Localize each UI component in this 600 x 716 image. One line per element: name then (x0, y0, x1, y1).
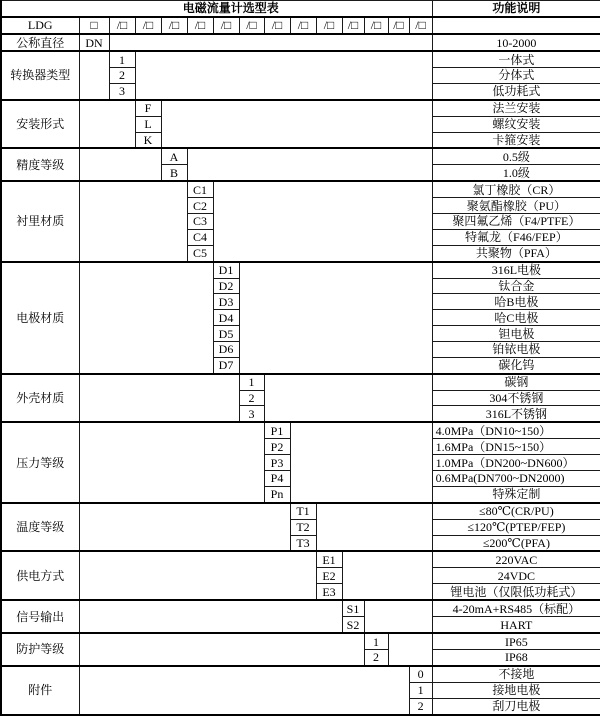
model-box: □ (79, 17, 109, 34)
function-cell: 0.5级 (432, 148, 600, 164)
function-cell: 螺纹安装 (432, 116, 600, 132)
code-cell: T2 (290, 519, 316, 535)
merged-blank (79, 666, 409, 715)
merged-blank (79, 503, 290, 552)
code-cell: E2 (316, 568, 342, 584)
function-cell: 氯丁橡胶（CR） (432, 181, 600, 197)
function-cell: 共聚物（PFA） (432, 245, 600, 261)
function-cell: 不接地 (432, 666, 600, 682)
function-cell: 1.0MPa（DN200~DN600） (432, 455, 600, 471)
code-cell: T3 (290, 535, 316, 551)
merged-blank (388, 633, 432, 666)
code-cell: 2 (239, 390, 264, 406)
function-cell: ≤80℃(CR/PU) (432, 503, 600, 519)
code-cell: T1 (290, 503, 316, 519)
function-cell: 低功耗式 (432, 83, 600, 99)
code-cell: 1 (239, 374, 264, 390)
model-prefix: LDG (1, 17, 79, 34)
code-cell: L (135, 116, 161, 132)
code-cell: C2 (187, 198, 213, 214)
model-slot: /□ (290, 17, 316, 34)
code-cell: D4 (213, 310, 239, 326)
code-cell: E1 (316, 551, 342, 567)
code-cell: D6 (213, 341, 239, 357)
function-cell: 聚氨酯橡胶（PU） (432, 198, 600, 214)
merged-blank (342, 551, 432, 600)
merged-blank (79, 51, 109, 100)
merged-blank (187, 148, 432, 181)
function-cell: ≤200℃(PFA) (432, 535, 600, 551)
function-cell: 刮刀电极 (432, 698, 600, 715)
function-cell: 220VAC (432, 551, 600, 567)
group-label: 电极材质 (1, 262, 79, 374)
function-cell: 法兰安装 (432, 100, 600, 116)
function-cell: 24VDC (432, 568, 600, 584)
code-cell: 3 (239, 406, 264, 422)
code-cell: D2 (213, 278, 239, 294)
function-cell: 聚四氟乙烯（F4/PTFE） (432, 214, 600, 230)
code-cell: C5 (187, 245, 213, 261)
function-cell: 1.6MPa（DN15~150） (432, 439, 600, 455)
merged-blank (79, 100, 135, 149)
code-cell: P2 (264, 439, 290, 455)
code-cell: C3 (187, 214, 213, 230)
function-cell: 卡箍安装 (432, 132, 600, 148)
function-cell: 锂电池（仅限低功耗式） (432, 584, 600, 600)
model-slot: /□ (135, 17, 161, 34)
merged-blank (161, 100, 432, 149)
code-cell: P4 (264, 470, 290, 486)
merged-blank (79, 551, 316, 600)
code-cell: S2 (342, 617, 364, 633)
merged-blank (79, 600, 342, 633)
code-cell: Pn (264, 486, 290, 502)
function-cell: 钛合金 (432, 278, 600, 294)
group-label: 信号输出 (1, 600, 79, 633)
merged-blank (316, 503, 432, 552)
group-label: 精度等级 (1, 148, 79, 181)
function-cell: 接地电极 (432, 682, 600, 698)
function-cell: 钽电极 (432, 326, 600, 342)
function-header: 功能说明 (432, 1, 600, 17)
code-cell: C4 (187, 229, 213, 245)
model-slot: /□ (187, 17, 213, 34)
code-cell: 1 (109, 51, 135, 67)
group-label: 附件 (1, 666, 79, 715)
function-cell: ≤120℃(PTEP/FEP) (432, 519, 600, 535)
function-cell: 特氟龙（F46/FEP） (432, 229, 600, 245)
merged-blank (239, 262, 432, 374)
merged-blank (79, 633, 364, 666)
merged-blank (264, 374, 432, 423)
blank-cell (432, 17, 600, 34)
function-cell: HART (432, 617, 600, 633)
model-slot: /□ (409, 17, 432, 34)
code-cell: D3 (213, 294, 239, 310)
code-cell: 1 (364, 633, 388, 649)
code-cell: 0 (409, 666, 432, 682)
group-label: 压力等级 (1, 422, 79, 502)
function-cell: 碳化钨 (432, 357, 600, 373)
function-cell: IP68 (432, 649, 600, 665)
dn-function: 10-2000 (432, 34, 600, 51)
function-cell: 一体式 (432, 51, 600, 67)
function-cell: 4.0MPa（DN10~150） (432, 422, 600, 438)
function-cell: 特殊定制 (432, 486, 600, 502)
table-body (1, 1, 600, 716)
model-slot: /□ (264, 17, 290, 34)
model-slot: /□ (388, 17, 409, 34)
function-cell: 316L不锈钢 (432, 406, 600, 422)
merged-blank (135, 51, 432, 100)
merged-blank (290, 422, 432, 502)
code-cell: P1 (264, 422, 290, 438)
code-cell: 1 (409, 682, 432, 698)
merged-blank (79, 181, 187, 261)
group-label: 安装形式 (1, 100, 79, 149)
merged-blank (79, 422, 264, 502)
code-cell: D1 (213, 262, 239, 278)
function-cell: 碳钢 (432, 374, 600, 390)
merged-blank (213, 181, 432, 261)
model-slot: /□ (109, 17, 135, 34)
model-slot: /□ (161, 17, 187, 34)
group-label: 供电方式 (1, 551, 79, 600)
merged-blank (79, 262, 213, 374)
function-cell: 铂铱电极 (432, 341, 600, 357)
code-cell: B (161, 165, 187, 181)
function-cell: 4-20mA+RS485（标配） (432, 600, 600, 616)
code-cell: F (135, 100, 161, 116)
function-cell: 0.6MPa(DN700~DN2000) (432, 470, 600, 486)
group-label: 外壳材质 (1, 374, 79, 423)
code-cell: A (161, 148, 187, 164)
group-label: 温度等级 (1, 503, 79, 552)
function-cell: 哈B电极 (432, 294, 600, 310)
code-cell: E3 (316, 584, 342, 600)
code-cell: D7 (213, 357, 239, 373)
model-slot: /□ (213, 17, 239, 34)
group-label: 防护等级 (1, 633, 79, 666)
code-cell: D5 (213, 326, 239, 342)
function-cell: 分体式 (432, 67, 600, 83)
merged-blank (364, 600, 432, 633)
merged-blank (79, 148, 161, 181)
function-cell: 哈C电极 (432, 310, 600, 326)
function-cell: 304不锈钢 (432, 390, 600, 406)
code-cell: 2 (364, 649, 388, 665)
code-cell: 2 (409, 698, 432, 715)
code-cell: K (135, 132, 161, 148)
code-cell: S1 (342, 600, 364, 616)
model-slot: /□ (316, 17, 342, 34)
dn-label: 公称直径 (1, 34, 79, 51)
function-cell: 1.0级 (432, 165, 600, 181)
merged-blank (79, 374, 239, 423)
function-cell: IP65 (432, 633, 600, 649)
group-label: 转换器类型 (1, 51, 79, 100)
group-label: 衬里材质 (1, 181, 79, 261)
merged-blank (109, 34, 432, 51)
model-slot: /□ (239, 17, 264, 34)
model-slot: /□ (342, 17, 364, 34)
model-slot: /□ (364, 17, 388, 34)
code-cell: C1 (187, 181, 213, 197)
code-cell: 3 (109, 83, 135, 99)
function-cell: 316L电极 (432, 262, 600, 278)
dn-code: DN (79, 34, 109, 51)
code-cell: 2 (109, 67, 135, 83)
code-cell: P3 (264, 455, 290, 471)
page-title: 电磁流量计选型表 (1, 1, 432, 17)
